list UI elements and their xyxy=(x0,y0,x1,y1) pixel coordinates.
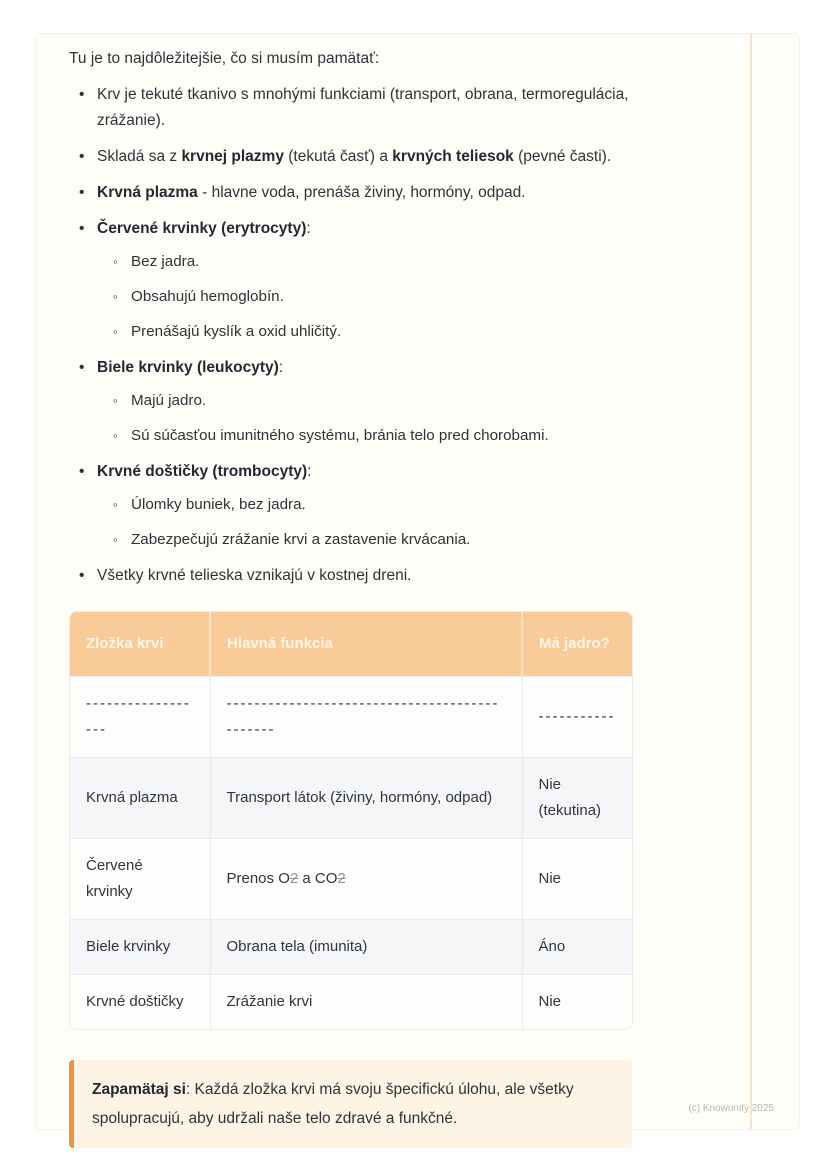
bullet-dot-icon: • xyxy=(79,567,85,584)
sub-bullet-circle-icon: ◦ xyxy=(113,324,118,339)
table-cell: Nie xyxy=(522,975,633,1030)
callout-lead: Zapamätaj si xyxy=(92,1081,186,1098)
note-title: Tu je to najdôležitejšie, čo si musím pamätať: xyxy=(69,50,380,67)
list-item xyxy=(69,180,635,206)
table-row-biele xyxy=(70,920,633,975)
sub-list-item-text: Sú súčasťou imunitného systému, bránia telo pred chorobami. xyxy=(131,427,549,444)
sub-bullet-circle-icon: ◦ xyxy=(113,428,118,443)
sub-list-item-text: Bez jadra. xyxy=(131,253,200,270)
bullet-dot-icon: • xyxy=(79,359,85,376)
copyright-note: (c) Knowunity 2025 xyxy=(688,1103,774,1114)
table-cell: ---------------------------------------------- xyxy=(210,677,522,758)
table-cell: ------------------ xyxy=(70,677,210,758)
table-cell xyxy=(210,839,522,920)
bullet-dot-icon: • xyxy=(79,463,85,480)
list-item-text: Skladá sa z xyxy=(97,148,182,165)
blood-components-table xyxy=(70,612,633,1029)
note-page-card xyxy=(35,33,800,1130)
list-item-text: (pevné časti). xyxy=(513,148,612,165)
list-item-text: (tekutá časť) a xyxy=(283,148,393,165)
table-cell: Nie (tekutina) xyxy=(522,758,633,839)
table-cell: Áno xyxy=(522,920,633,975)
list-item-text: : xyxy=(307,463,312,480)
sub-list-item-text: Prenášajú kyslík a oxid uhličitý. xyxy=(131,323,342,340)
list-item-text: : xyxy=(278,359,284,376)
table-cell: Transport látok (živiny, hormóny, odpad) xyxy=(210,758,522,839)
sub-list-item xyxy=(97,319,635,345)
table-cell: Krvná plazma xyxy=(70,758,210,839)
sub-list-item-text: Zabezpečujú zrážanie krvi a zastavenie krvácania. xyxy=(131,531,471,548)
sub-list-item xyxy=(97,492,635,518)
list-item-text: - hlavne voda, prenáša živiny, hormóny, odpad. xyxy=(197,184,526,201)
list-item xyxy=(69,82,635,134)
bullet-dot-icon: • xyxy=(79,184,85,201)
list-item xyxy=(69,563,635,589)
sub-bullet-circle-icon: ◦ xyxy=(113,289,118,304)
bold-term: Biele krvinky (leukocyty) xyxy=(97,359,279,376)
bold-term: krvnej plazmy xyxy=(181,148,284,165)
blood-components-table-wrap xyxy=(69,611,633,1030)
sub-bullet-circle-icon: ◦ xyxy=(113,532,118,547)
table-cell: ----------- xyxy=(522,677,633,758)
bullet-dot-icon: • xyxy=(79,148,85,165)
list-item xyxy=(69,216,635,345)
sub-list xyxy=(97,249,635,345)
table-cell: Zrážanie krvi xyxy=(210,975,522,1030)
list-item xyxy=(69,459,635,553)
page-margin-divider-line xyxy=(750,34,752,1129)
table-header-funkcia: Hlavná funkcia xyxy=(210,612,522,677)
table-row-plazma xyxy=(70,758,633,839)
sub-list-item xyxy=(97,284,635,310)
sub-list-item-text: Obsahujú hemoglobín. xyxy=(131,288,284,305)
bullet-dot-icon: • xyxy=(79,220,85,237)
sub-list-item xyxy=(97,249,635,275)
callout-text: : Každá zložka krvi má svoju špecifickú úlohu, ale všetky spolupracujú, aby udržali naše telo zdravé a funkčné. xyxy=(92,1081,574,1127)
bold-term: Krvná plazma xyxy=(97,184,198,201)
bold-term: Červené krvinky (erytrocyty) xyxy=(97,220,307,237)
sub-list-item xyxy=(97,423,635,449)
list-item-text: : xyxy=(306,220,311,237)
sub-list-item-text: Úlomky buniek, bez jadra. xyxy=(131,496,306,513)
table-cell: Obrana tela (imunita) xyxy=(210,920,522,975)
sub-bullet-circle-icon: ◦ xyxy=(113,254,118,269)
struck-subscript: 2 xyxy=(289,870,299,887)
list-item-text: Všetky krvné telieska vznikajú v kostnej dreni. xyxy=(97,567,412,584)
list-item xyxy=(69,355,635,449)
table-cell: Krvné doštičky xyxy=(70,975,210,1030)
cell-text: a CO xyxy=(298,870,338,887)
sub-list-item xyxy=(97,388,635,414)
sub-list xyxy=(97,388,635,449)
table-header-row xyxy=(70,612,633,677)
sub-bullet-circle-icon: ◦ xyxy=(113,393,118,408)
table-header-zlozka: Zložka krvi xyxy=(70,612,210,677)
table-row-separator-dashes xyxy=(70,677,633,758)
table-row-dosticky xyxy=(70,975,633,1030)
key-points-list xyxy=(69,82,635,589)
bold-term: Krvné doštičky (trombocyty) xyxy=(97,463,308,480)
remember-callout xyxy=(69,1060,632,1148)
sub-list-item xyxy=(97,527,635,553)
bullet-dot-icon: • xyxy=(79,86,85,103)
sub-list-item-text: Majú jadro. xyxy=(131,392,207,409)
table-cell: Nie xyxy=(522,839,633,920)
sub-list xyxy=(97,492,635,553)
list-item xyxy=(69,144,635,170)
cell-text: Prenos O xyxy=(226,870,290,887)
sub-bullet-circle-icon: ◦ xyxy=(113,497,118,512)
table-cell: Biele krvinky xyxy=(70,920,210,975)
list-item-text: Krv je tekuté tkanivo s mnohými funkciami (transport, obrana, termoregulácia, zrážanie). xyxy=(97,86,629,129)
table-row-cervene xyxy=(70,839,633,920)
struck-subscript: 2 xyxy=(337,870,346,887)
table-cell: Červené krvinky xyxy=(70,839,210,920)
note-content xyxy=(36,34,636,1148)
table-header-jadro: Má jadro? xyxy=(522,612,633,677)
bold-term: krvných teliesok xyxy=(392,148,514,165)
